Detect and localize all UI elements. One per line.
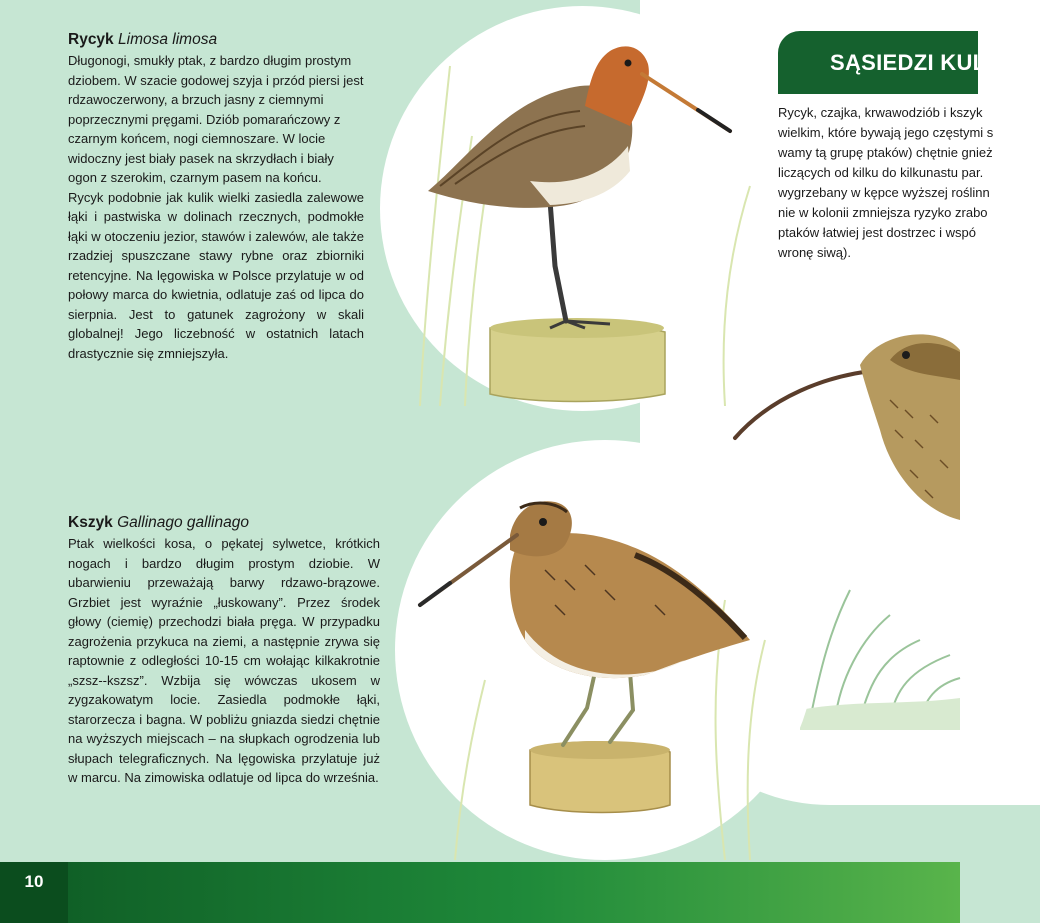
page-number-box bbox=[0, 862, 68, 923]
section-title: SĄSIEDZI KULI bbox=[830, 50, 993, 75]
black-tailed-godwit-illustration bbox=[380, 6, 785, 411]
snipe-circle bbox=[395, 440, 815, 860]
kszyk-description: Ptak wielkości kosa, o pękatej sylwetce, krótkich nogach i bardzo długim prostym dziobie. W ubarwieniu przeważają barwy rdzawo-brązowe. Grzbiet jest wyraźnie „łuskowany”. Przez środek głowy (ciemię) przechodzi biała pręga. W przypadku zagrożenia przykuca na ziemi, a następnie zrywa się raptownie z odległości 10-15 cm wołając kilkakrotnie „szsz--kszsz”. Wzbija się wówczas ukosem w zygzakowatym locie. Zasiedla podmokłe łąki, starorzecza i bagna. W pobliżu gniazda siedzi chętnie na wyższych miejscach – na słupkach ogrodzenia lub słupach telegraficznych. Na lęgowiska przylatuje już w marcu. Na zimowiska odlatuje od lipca do września. bbox=[68, 536, 380, 785]
section-line: wielkim, które bywają jego częstymi s bbox=[778, 125, 994, 140]
grass-sketch bbox=[790, 560, 960, 730]
section-line: Rycyk, czajka, krwawodziób i kszyk bbox=[778, 105, 983, 120]
section-line: wronę siwą). bbox=[778, 245, 851, 260]
kszyk-title bbox=[68, 513, 380, 533]
section-line: wamy tą grupę ptaków) chętnie gnież bbox=[778, 145, 993, 160]
common-snipe-illustration bbox=[395, 440, 815, 860]
section-line: liczących od kilku do kilkunastu par. bbox=[778, 165, 984, 180]
kszyk-latin-name: Gallinago gallinago bbox=[117, 514, 249, 531]
kszyk-name: Kszyk bbox=[68, 514, 113, 531]
rycyk-title bbox=[68, 30, 364, 50]
section-text bbox=[778, 103, 1008, 263]
rycyk-latin-name: Limosa limosa bbox=[118, 31, 218, 48]
kszyk-text-block bbox=[68, 513, 380, 788]
rycyk-text-block bbox=[68, 30, 364, 363]
section-header bbox=[778, 31, 993, 94]
section-line: ptaków łatwiej jest dostrzec i wspó bbox=[778, 225, 976, 240]
rycyk-description: Długonogi, smukły ptak, z bardzo długim prostym dziobem. W szacie godowej szyja i przód piersi jest rdzawoczerwony, a brzuch jasny z ciemnymi poprzecznymi pręgami. Dziób pomarańczowy z czarnym końcem, nogi ciemnoszare. W locie widoczny jest biały pasek na skrzydłach i biały ogon z szerokim, czarnym pasem na końcu. bbox=[68, 53, 364, 185]
footer-bar bbox=[0, 862, 960, 923]
section-line: nie w kolonii zmniejsza ryzyko zrabo bbox=[778, 205, 988, 220]
rycyk-name: Rycyk bbox=[68, 31, 114, 48]
section-line: wygrzebany w kępce wyższej roślinn bbox=[778, 185, 990, 200]
page-number: 10 bbox=[24, 872, 44, 891]
godwit-circle bbox=[380, 6, 785, 411]
rycyk-habitat: Rycyk podobnie jak kulik wielki zasiedla zalewowe łąki i pastwiska w dolinach rzecznych, podmokłe łąki w otoczeniu jezior, stawów i zalewów, ale także rzadziej spuszczane stawy rybne oraz zbiorniki retencyjne. Na lęgowiska w Polsce przylatuje w od połowy marca do kwietnia, odlatuje zaś od lipca do sierpnia. Jest to gatunek zagrożony w skali globalnej! Jego liczebność w ostatnich latach drastycznie się zmniejszyła. bbox=[68, 189, 364, 361]
